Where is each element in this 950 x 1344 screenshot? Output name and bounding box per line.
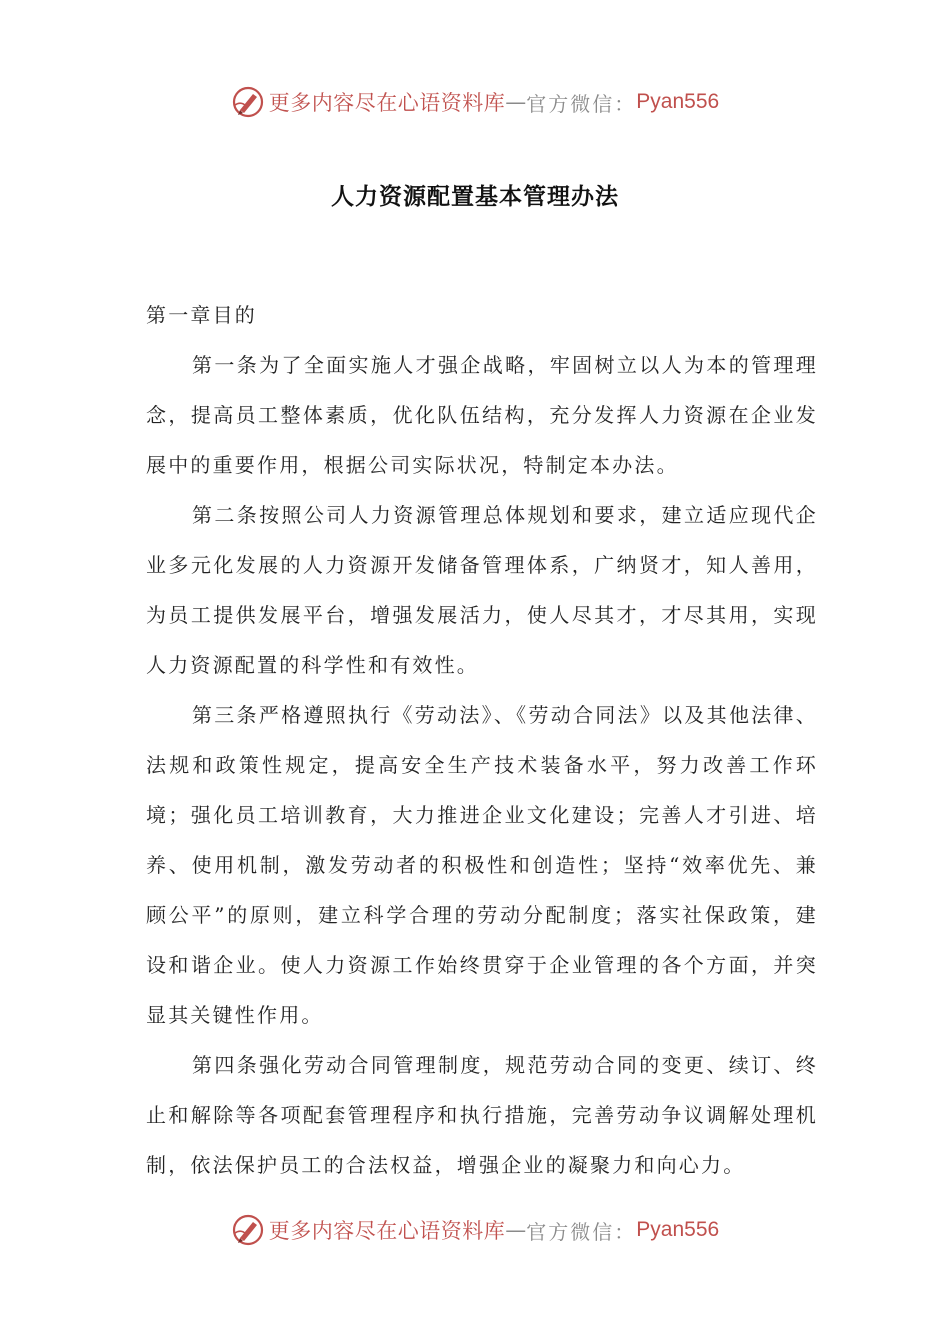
document-body — [146, 290, 818, 1190]
banner-wechat-label: 官方微信： — [526, 91, 637, 116]
banner-dash: — — [505, 90, 527, 114]
banner-wechat-id: Pyan556 — [636, 90, 720, 113]
banner-dash: — — [505, 1218, 527, 1242]
banner-wechat-id: Pyan556 — [636, 1218, 720, 1241]
article-paragraph: 第一条为了全面实施人才强企战略，牢固树立以人为本的管理理念，提高员工整体素质，优化队伍结构，充分发挥人力资源在企业发展中的重要作用，根据公司实际状况，特制定本办法。 — [146, 353, 818, 477]
chapter-heading: 第一章目的 — [146, 303, 257, 327]
banner-text: 更多内容尽在心语资料库 — [268, 1219, 506, 1243]
article-paragraph: 第三条严格遵照执行《劳动法》、《劳动合同法》以及其他法律、法规和政策性规定，提高安全生产技术装备水平，努力改善工作环境；强化员工培训教育，大力推进企业文化建设；完善人才引进、培养、使用机制，激发劳动者的积极性和创造性；坚持“效率优先、兼顾公平”的原则，建立科学合理的劳动分配制度；落实社保政策，建设和谐企业。使人力资源工作始终贯穿于企业管理的各个方面，并突显其关键性作用。 — [146, 703, 818, 1027]
header-banner — [0, 82, 950, 122]
pen-circle-icon — [231, 85, 265, 119]
document-title: 人力资源配置基本管理办法 — [331, 184, 619, 210]
banner-text: 更多内容尽在心语资料库 — [268, 91, 506, 115]
banner-wechat-label: 官方微信： — [526, 1219, 637, 1244]
footer-banner — [0, 1210, 950, 1250]
article-paragraph: 第二条按照公司人力资源管理总体规划和要求，建立适应现代企业多元化发展的人力资源开发储备管理体系，广纳贤才，知人善用，为员工提供发展平台，增强发展活力，使人尽其才，才尽其用，实现人力资源配置的科学性和有效性。 — [146, 503, 818, 677]
article-paragraph: 第四条强化劳动合同管理制度，规范劳动合同的变更、续订、终止和解除等各项配套管理程序和执行措施，完善劳动争议调解处理机制，依法保护员工的合法权益，增强企业的凝聚力和向心力。 — [146, 1053, 818, 1177]
pen-circle-icon — [231, 1213, 265, 1247]
